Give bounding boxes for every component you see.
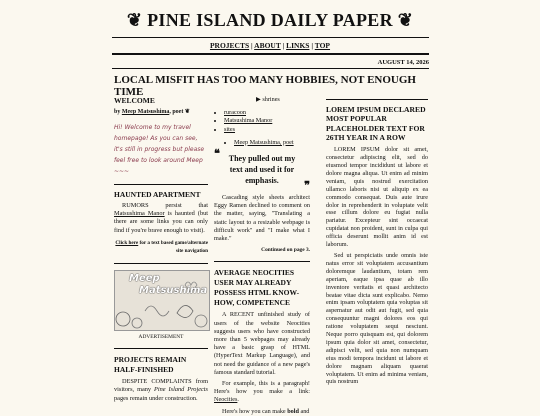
date-rule bbox=[112, 68, 429, 69]
pull-quote: ❝ They pulled out my text and used it for emphasis. ❞ bbox=[214, 148, 310, 193]
ad-caption: ADVERTISEMENT bbox=[138, 333, 184, 340]
main-headline: LOCAL MISFIT HAS TOO MANY HOBBIES, NOT ENOUGH TIME bbox=[114, 74, 416, 98]
open-quote-icon: ❝ bbox=[214, 148, 220, 161]
nav-link-links[interactable]: LINKS bbox=[286, 41, 310, 50]
nav-bottom-rule bbox=[112, 53, 429, 55]
disclosure-triangle-icon: ▶ bbox=[256, 96, 261, 103]
continued-note: Continued on page 3. bbox=[261, 247, 310, 254]
ad-title-line-1: Meep bbox=[129, 272, 160, 284]
list-item bbox=[224, 126, 310, 134]
pine-tree-icon: ❦ bbox=[184, 109, 190, 116]
top-nav bbox=[0, 41, 540, 50]
advertisement-banner[interactable] bbox=[114, 270, 210, 331]
author-link[interactable]: Meep Matsushima bbox=[121, 109, 170, 116]
column-right-rule bbox=[326, 99, 428, 100]
column-right bbox=[326, 101, 428, 386]
lorem-paragraph-2: Sed ut perspiciatis unde omnis iste natus error sit voluptatem accusantium doloremque laudantium, totam rem aperiam, eaque ipsa quae ab illo inventore veritatis et quasi architecto beatae vitae dicta sunt explicabo. Nemo enim ipsam voluptatem quia voluptas sit aspernatur aut odit aut fugit, sed quia consequuntur magni dolores eos qui ratione voluptatem sequi nesciunt. Neque porro quisquam est, qui dolorem ipsum quia dolor sit amet, consectetur, adipisci velit, sed quia non numquam eius modi tempora incidunt ut labore et dolore magnam aliquam quaerat voluptatem. Ut enim ad minima veniam, quis nostrum bbox=[326, 251, 428, 386]
haunted-paragraph: RUMORS persist that Matsushima Manor is haunted (but there are some links you can only find if you're brave enough to visit). bbox=[114, 201, 208, 234]
game-link-line: Click here for a text based game/alternate site navigation bbox=[115, 240, 208, 255]
nav-link-about[interactable]: ABOUT bbox=[254, 41, 281, 50]
sidebar-link-list bbox=[214, 109, 310, 134]
neocities-heading: AVERAGE NEOCITIES USER MAY ALREADY POSSESS HTML KNOW-HOW, COMPETENCE bbox=[214, 268, 300, 308]
lorem-paragraph-1: LOREM IPSUM dolor sit amet, consectetur adipiscing elit, sed do eiusmod tempor incididunt ut labore et dolore magna aliqua. Ut enim ad minim veniam, quis nostrud exercitation ullamco laboris nisi ut aliquip ex ea commodo consequat. Duis aute irure dolor in reprehenderit in voluptate velit esse cillum dolore eu fugiat nulla pariatur. Excepteur sint occaecat cupidatat non proident, sunt in culpa qui officia deserunt mollit anim id est laborum. bbox=[326, 146, 428, 249]
details-summary: shrines bbox=[262, 96, 280, 103]
sidebar-link[interactable]: sites bbox=[224, 125, 236, 133]
projects-paragraph: DESPITE COMPLAINTS from visitors, many Pine Island Projects pages remain under construction. bbox=[114, 377, 208, 402]
click-here-link[interactable]: Click here bbox=[115, 240, 139, 247]
pine-tree-icon: ❦ bbox=[397, 10, 414, 30]
section-divider bbox=[114, 184, 208, 185]
masthead bbox=[0, 10, 540, 31]
story-paragraph: Cascading style sheets architect Eggy Ramen declined to comment on the matter, saying, "Translating a static layout to a resizable webpage is difficult work" and "I make what I make." bbox=[214, 194, 310, 243]
nav-link-top[interactable]: TOP bbox=[314, 41, 331, 50]
list-item bbox=[224, 117, 310, 125]
welcome-handwritten-note: Hi! Welcome to my travel homepage! As you can see, it's still in progress but please feel free to look around Meep ~~~ bbox=[114, 123, 205, 175]
sidebar-link[interactable]: Matsushima Manor bbox=[224, 117, 273, 125]
site-title: PINE ISLAND DAILY PAPER bbox=[147, 10, 393, 30]
list-item bbox=[224, 109, 310, 117]
column-left bbox=[114, 97, 208, 403]
ad-title-line-2: Matsushima bbox=[139, 284, 208, 296]
pine-tree-icon: ❦ bbox=[126, 10, 143, 30]
issue-date: AUGUST 14, 2026 bbox=[377, 59, 429, 66]
byline: by Meep Matsushima, poet ❦ bbox=[114, 109, 190, 116]
neocities-link[interactable]: Neocities bbox=[214, 396, 238, 404]
quote-attribution-link[interactable]: Meep Matsushima, poet bbox=[234, 138, 294, 146]
neocities-paragraph-1: A RECENT unfinished study of users of the website Neocities suggests users who have constructed more than 5 webpages may already have a basic grasp of HTML (HyperText Markup Language), and not need the guidance of a new page's famous standard tutorial. bbox=[214, 311, 310, 376]
list-item bbox=[234, 139, 310, 147]
nav-separator: | bbox=[249, 41, 255, 50]
welcome-heading: WELCOME bbox=[114, 96, 155, 105]
section-divider bbox=[214, 261, 310, 262]
quote-attribution-list bbox=[214, 139, 310, 147]
section-divider bbox=[114, 263, 208, 264]
close-quote-icon: ❞ bbox=[304, 180, 310, 193]
neocities-paragraph-2: For example, this is a paragraph! Here's how you make a link: Neocities. bbox=[214, 380, 310, 404]
nav-separator: | bbox=[280, 41, 287, 50]
column-middle bbox=[214, 96, 310, 416]
nav-link-projects[interactable]: PROJECTS bbox=[209, 41, 250, 50]
matsushima-manor-link[interactable]: Matsushima Manor bbox=[114, 210, 165, 218]
projects-heading: PROJECTS REMAIN HALF-FINISHED bbox=[114, 354, 187, 374]
section-divider bbox=[114, 348, 208, 349]
nav-top-rule bbox=[112, 37, 429, 38]
popular-heading: LOREM IPSUM DECLARED MOST POPULAR PLACEHOLDER TEXT FOR 26TH YEAR IN A ROW bbox=[326, 105, 426, 142]
neocities-paragraph-3: Here's how you can make bold and bbox=[222, 407, 310, 415]
haunted-heading: HAUNTED APARTMENT bbox=[114, 189, 201, 199]
sidebar-link[interactable]: ruracoon bbox=[224, 109, 246, 117]
shrines-details[interactable] bbox=[214, 96, 310, 104]
nav-separator: | bbox=[309, 41, 315, 50]
